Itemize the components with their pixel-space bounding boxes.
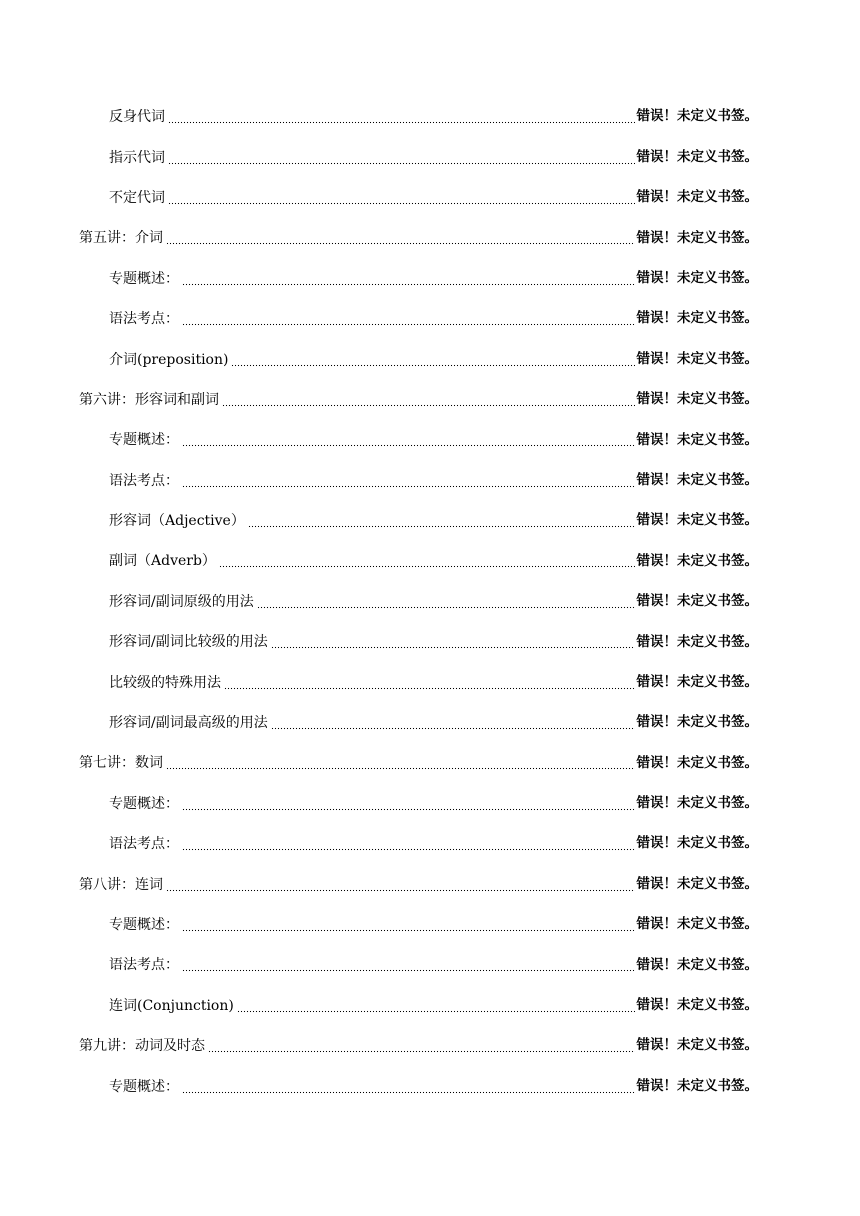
toc-entry-page-ref: 错误！未定义书签。 <box>636 673 758 690</box>
toc-entry-page-ref: 错误！未定义书签。 <box>636 633 758 650</box>
toc-entry[interactable] <box>0 1026 860 1066</box>
toc-entry-title: 专题概述： <box>109 795 179 812</box>
dot-leader <box>182 272 635 286</box>
dot-leader <box>168 191 635 205</box>
dot-leader <box>237 999 635 1013</box>
toc-entry-title: 语法考点： <box>109 836 179 853</box>
toc-entry-title: 形容词/副词比较级的用法 <box>109 634 268 651</box>
toc-entry[interactable] <box>0 501 860 541</box>
toc-entry-page-ref: 错误！未定义书签。 <box>636 229 758 246</box>
toc-entry-page-ref: 错误！未定义书签。 <box>636 189 758 206</box>
toc-entry-title: 形容词（Adjective） <box>109 513 245 530</box>
toc-entry[interactable] <box>0 784 860 824</box>
toc-entry[interactable] <box>0 864 860 904</box>
toc-entry-title: 比较级的特殊用法 <box>109 674 221 691</box>
dot-leader <box>166 756 635 770</box>
toc-entry-title: 不定代词 <box>109 189 165 206</box>
toc-entry-title: 语法考点： <box>109 311 179 328</box>
toc-entry-title: 反身代词 <box>109 109 165 126</box>
toc-entry-page-ref: 错误！未定义书签。 <box>636 835 758 852</box>
toc-entry-page-ref: 错误！未定义书签。 <box>636 1037 758 1054</box>
toc-entry-title: 第九讲：动词及时态 <box>79 1038 205 1055</box>
toc-entry[interactable] <box>0 945 860 985</box>
toc-entry[interactable] <box>0 137 860 177</box>
toc-entry-page-ref: 错误！未定义书签。 <box>636 997 758 1014</box>
toc-entry-page-ref: 错误！未定义书签。 <box>636 108 758 125</box>
toc-entry[interactable] <box>0 703 860 743</box>
toc-entry-page-ref: 错误！未定义书签。 <box>636 956 758 973</box>
toc-entry[interactable] <box>0 97 860 137</box>
toc-entry-page-ref: 错误！未定义书签。 <box>636 148 758 165</box>
toc-entry-page-ref: 错误！未定义书签。 <box>636 512 758 529</box>
dot-leader <box>168 110 635 124</box>
toc-entry[interactable] <box>0 622 860 662</box>
toc-entry-title: 形容词/副词原级的用法 <box>109 593 254 610</box>
toc-entry-title: 第七讲：数词 <box>79 755 163 772</box>
toc-entry-page-ref: 错误！未定义书签。 <box>636 270 758 286</box>
toc-entry[interactable] <box>0 662 860 702</box>
toc-entry-title: 第六讲：形容词和副词 <box>79 391 219 408</box>
dot-leader <box>182 312 635 326</box>
toc-entry[interactable] <box>0 1066 860 1106</box>
toc-entry[interactable] <box>0 380 860 420</box>
dot-leader <box>182 958 635 972</box>
toc-entry-page-ref: 错误！未定义书签。 <box>636 754 758 771</box>
dot-leader <box>231 353 634 367</box>
toc-entry-page-ref: 错误！未定义书签。 <box>636 593 758 610</box>
toc-entry-page-ref: 错误！未定义书签。 <box>636 916 758 933</box>
toc-entry[interactable] <box>0 339 860 379</box>
toc-entry-page-ref: 错误！未定义书签。 <box>636 1077 758 1094</box>
dot-leader <box>182 918 635 932</box>
toc-entry[interactable] <box>0 178 860 218</box>
dot-leader <box>257 595 635 609</box>
toc-entry-title: 第八讲：连词 <box>79 876 163 893</box>
toc-entry[interactable] <box>0 905 860 945</box>
toc-entry[interactable] <box>0 299 860 339</box>
toc-entry[interactable] <box>0 541 860 581</box>
dot-leader <box>271 635 635 649</box>
dot-leader <box>166 231 635 245</box>
toc-entry-title: 语法考点： <box>109 957 179 974</box>
toc-entry-title: 形容词/副词最高级的用法 <box>109 715 268 732</box>
dot-leader <box>182 837 635 851</box>
dot-leader <box>248 514 635 528</box>
dot-leader <box>182 474 635 488</box>
toc-entry[interactable] <box>0 461 860 501</box>
toc-entry-title: 专题概述： <box>109 270 179 287</box>
toc-entry-title: 专题概述： <box>109 432 179 449</box>
toc-entry-title: 专题概述： <box>109 1078 179 1095</box>
dot-leader <box>168 151 635 165</box>
toc-entry[interactable] <box>0 743 860 783</box>
toc-entry-page-ref: 错误！未定义书签。 <box>636 471 758 488</box>
dot-leader <box>271 716 635 730</box>
toc-entry-page-ref: 错误！未定义书签。 <box>636 350 758 367</box>
dot-leader <box>182 433 635 447</box>
dot-leader <box>224 676 635 690</box>
dot-leader <box>182 797 635 811</box>
toc-entry[interactable] <box>0 420 860 460</box>
toc-entry-page-ref: 错误！未定义书签。 <box>636 431 758 448</box>
toc-entry[interactable] <box>0 259 860 299</box>
dot-leader <box>182 1080 635 1094</box>
dot-leader <box>219 554 635 568</box>
dot-leader <box>222 393 635 407</box>
dot-leader <box>208 1039 635 1053</box>
toc-entry-title: 介词(preposition) <box>109 351 229 368</box>
toc-entry[interactable] <box>0 218 860 258</box>
toc-entry-page-ref: 错误！未定义书签。 <box>636 795 758 812</box>
toc-entry-page-ref: 错误！未定义书签。 <box>636 391 758 408</box>
toc-entry-title: 副词（Adverb） <box>109 553 216 570</box>
toc-entry[interactable] <box>0 582 860 622</box>
toc-entry-page-ref: 错误！未定义书签。 <box>636 714 758 731</box>
table-of-contents <box>0 97 860 1107</box>
toc-entry-title: 专题概述： <box>109 917 179 933</box>
toc-entry-title: 第五讲：介词 <box>79 230 163 247</box>
toc-entry-title: 语法考点： <box>109 472 179 489</box>
toc-entry[interactable] <box>0 824 860 864</box>
toc-entry-page-ref: 错误！未定义书签。 <box>636 552 758 569</box>
toc-entry-title: 指示代词 <box>109 149 165 166</box>
toc-entry-page-ref: 错误！未定义书签。 <box>636 875 758 892</box>
toc-entry[interactable] <box>0 986 860 1026</box>
dot-leader <box>166 878 635 892</box>
toc-entry-page-ref: 错误！未定义书签。 <box>636 310 758 327</box>
toc-entry-title: 连词(Conjunction) <box>109 997 234 1014</box>
